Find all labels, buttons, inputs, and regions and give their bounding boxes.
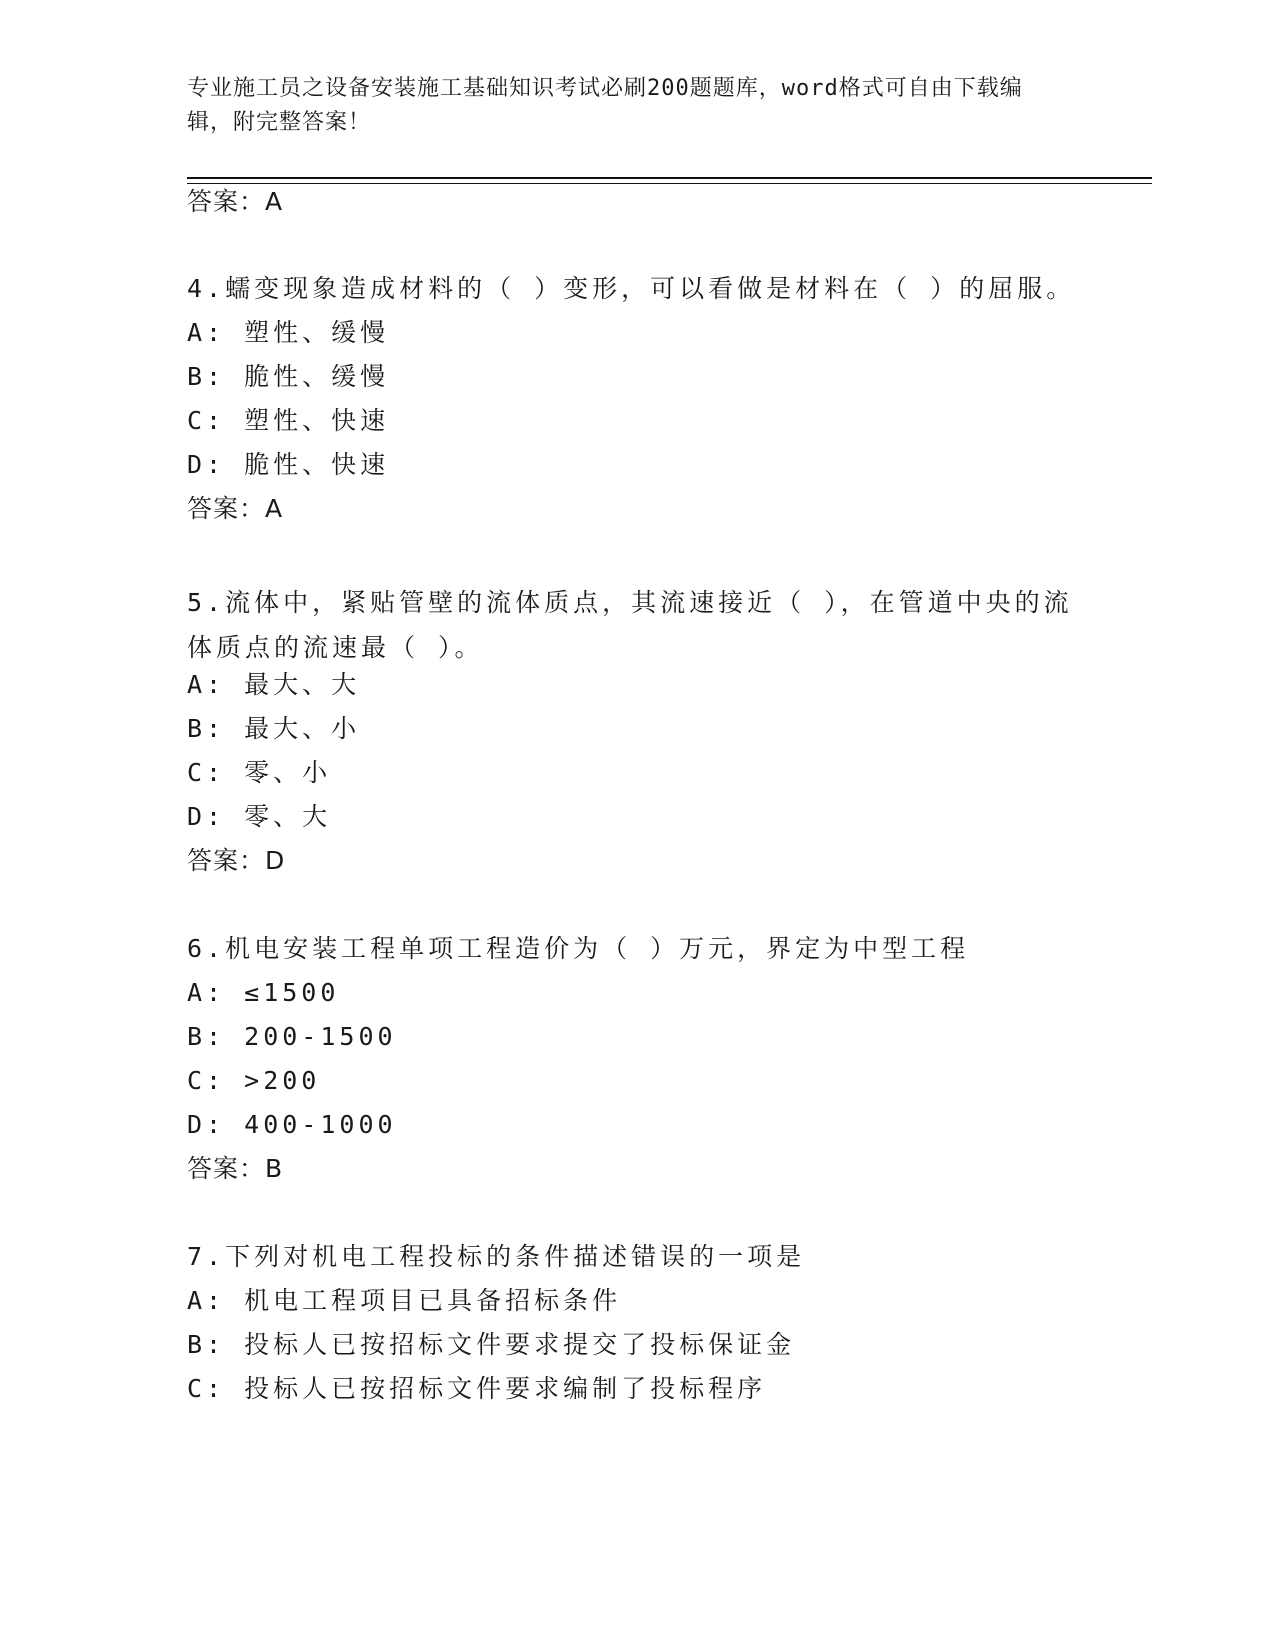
q6-option-d: D: 400-1000 (187, 1110, 397, 1139)
q4-option-d: D: 脆性、快速 (187, 450, 390, 479)
q7-option-c: C: 投标人已按招标文件要求编制了投标程序 (187, 1374, 767, 1403)
q6-option-c: C: >200 (187, 1066, 321, 1095)
q5-option-c: C: 零、小 (187, 758, 332, 787)
header-divider-thin (187, 183, 1152, 184)
q7-option-b: B: 投标人已按招标文件要求提交了投标保证金 (187, 1330, 796, 1359)
document-header-title: 专业施工员之设备安装施工基础知识考试必刷200题题库，word格式可自由下载编辑，附完整答案！ (187, 76, 1023, 135)
header-divider-thick (187, 177, 1152, 179)
answer-prev: 答案：A (187, 187, 284, 216)
q4-answer: 答案：A (187, 494, 284, 523)
q4-option-a: A: 塑性、缓慢 (187, 318, 390, 347)
q7-stem: 7.下列对机电工程投标的条件描述错误的一项是 (187, 1242, 806, 1271)
q7-option-a: A: 机电工程项目已具备招标条件 (187, 1286, 622, 1315)
q6-option-b: B: 200-1500 (187, 1022, 397, 1051)
q4-stem: 4.蠕变现象造成材料的（ ）变形，可以看做是材料在（ ）的屈服。 (187, 274, 1076, 303)
q5-stem: 5.流体中，紧贴管壁的流体质点，其流速接近（ ），在管道中央的流体质点的流速最（ ）。 (187, 588, 1073, 662)
q6-option-a: A: ≤1500 (187, 978, 340, 1007)
q6-answer: 答案：B (187, 1154, 284, 1183)
q5-option-d: D: 零、大 (187, 802, 332, 831)
q6-stem: 6.机电安装工程单项工程造价为（ ）万元，界定为中型工程 (187, 934, 970, 963)
q5-option-a: A: 最大、大 (187, 670, 361, 699)
q5-answer: 答案：D (187, 846, 286, 875)
q4-option-b: B: 脆性、缓慢 (187, 362, 390, 391)
q5-option-b: B: 最大、小 (187, 714, 361, 743)
q4-option-c: C: 塑性、快速 (187, 406, 390, 435)
